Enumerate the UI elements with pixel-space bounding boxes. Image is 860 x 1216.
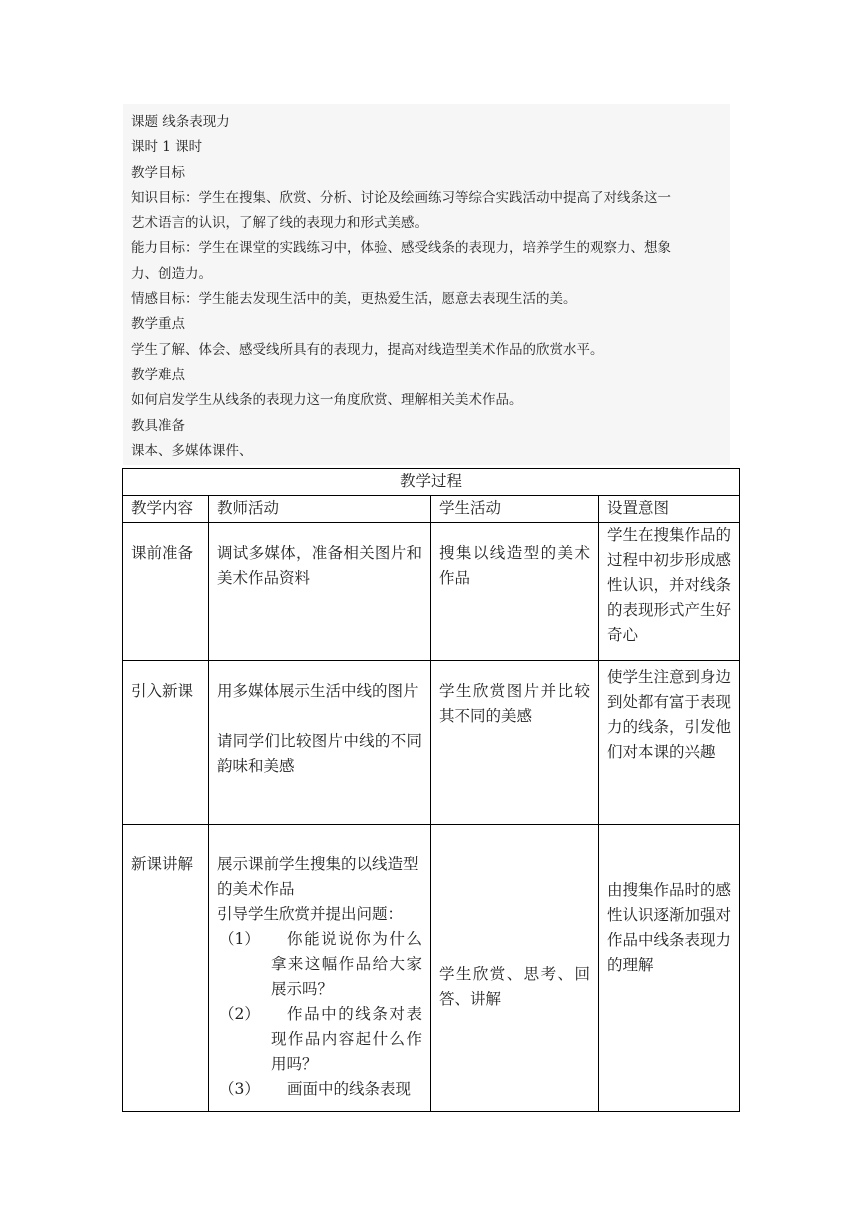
student-activity: 搜集以线造型的美术作品	[439, 544, 590, 587]
row-content-cell	[123, 661, 209, 825]
ability-goal-line1: 能力目标：学生在课堂的实践练习中，体验、感受线条的表现力，培养学生的观察力、想象	[131, 240, 671, 257]
table-row	[123, 661, 740, 825]
table-title-row	[123, 469, 740, 496]
row-content: 引入新课	[131, 682, 194, 700]
header-teacher: 教师活动	[209, 496, 431, 523]
question-item	[217, 1002, 422, 1077]
teacher-cell	[209, 661, 431, 825]
teacher-cell	[209, 825, 431, 1112]
question-number: （3）	[219, 1080, 260, 1098]
student-cell	[431, 825, 599, 1112]
emotion-goal: 情感目标：学生能去发现生活中的美，更热爱生活，愿意去表现生活的美。	[131, 291, 577, 308]
question-text: 画面中的线条表现	[287, 1080, 412, 1098]
header-student: 学生活动	[431, 496, 599, 523]
teacher-activity-2: 请同学们比较图片中线的不同韵味和美感	[217, 732, 422, 775]
student-cell	[431, 523, 599, 661]
intent-text: 使学生注意到身边到处都有富于表现力的线条，引发他们对本课的兴趣	[607, 668, 732, 761]
teacher-activity: 调试多媒体，准备相关图片和美术作品资料	[217, 544, 422, 587]
teacher-activity-2: 引导学生欣赏并提出问题：	[217, 905, 404, 923]
section-heading-objectives: 教学目标	[131, 164, 185, 181]
student-cell	[431, 661, 599, 825]
student-activity: 学生欣赏、思考、回答、讲解	[439, 965, 590, 1008]
intent-cell	[599, 661, 740, 825]
row-content-cell	[123, 825, 209, 1112]
row-content: 新课讲解	[131, 855, 194, 873]
question-item	[217, 1077, 422, 1102]
lesson-title: 课题 线条表现力	[131, 114, 230, 130]
header-content: 教学内容	[123, 496, 209, 523]
question-number: （1）	[219, 930, 260, 948]
teaching-process-table	[122, 468, 740, 1112]
header-intent: 设置意图	[599, 496, 740, 523]
table-row	[123, 523, 740, 661]
teacher-cell	[209, 523, 431, 661]
question-item	[217, 927, 422, 1002]
section-heading-difficulties: 教学难点	[131, 366, 185, 383]
lesson-duration: 课时 1 课时	[131, 139, 203, 156]
row-content-cell	[123, 523, 209, 661]
intent-text: 由搜集作品时的感性认识逐渐加强对作品中线条表现力的理解	[607, 881, 732, 974]
row-content: 课前准备	[131, 544, 194, 562]
table-row	[123, 825, 740, 1112]
student-activity: 学生欣赏图片并比较其不同的美感	[439, 682, 590, 725]
question-number: （2）	[219, 1005, 260, 1023]
intent-text: 学生在搜集作品的过程中初步形成感性认识，并对线条的表现形式产生好奇心	[599, 523, 740, 661]
key-points-text: 学生了解、体会、感受线所具有的表现力，提高对线造型美术作品的欣赏水平。	[131, 341, 604, 358]
difficulties-text: 如何启发学生从线条的表现力这一角度欣赏、理解相关美术作品。	[131, 392, 523, 409]
question-text: 你能说说你为什么拿来这幅作品给大家展示吗？	[271, 930, 422, 998]
section-heading-key-points: 教学重点	[131, 316, 185, 333]
knowledge-goal-line1: 知识目标：学生在搜集、欣赏、分析、讨论及绘画练习等综合实践活动中提高了对线条这一	[131, 189, 671, 206]
knowledge-goal-line2: 艺术语言的认识，了解了线的表现力和形式美感。	[131, 215, 428, 232]
table-header-row	[123, 496, 740, 523]
lesson-info	[131, 110, 731, 464]
section-heading-materials: 教具准备	[131, 417, 185, 434]
table-title: 教学过程	[123, 469, 740, 496]
intent-cell	[599, 825, 740, 1112]
materials-text: 课本、多媒体课件、	[131, 442, 253, 459]
teacher-activity-1: 展示课前学生搜集的以线造型的美术作品	[217, 855, 419, 898]
question-text: 作品中的线条对表现作品内容起什么作用吗？	[271, 1005, 422, 1073]
ability-goal-line2: 力、创造力。	[131, 265, 212, 282]
teacher-activity-1: 用多媒体展示生活中线的图片	[217, 682, 419, 700]
